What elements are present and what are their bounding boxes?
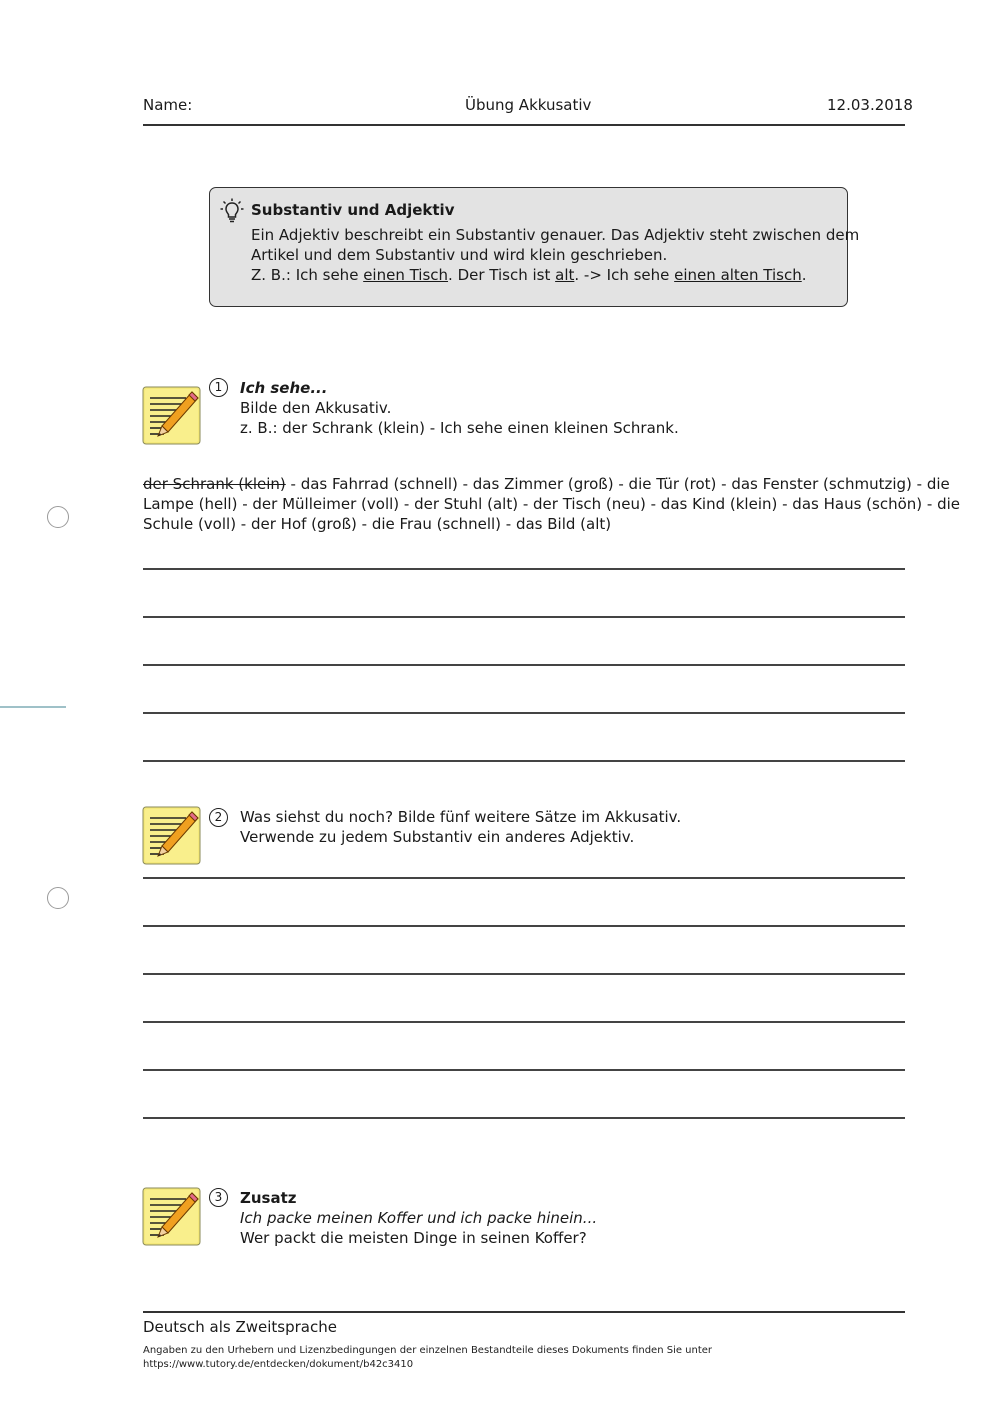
task3-title: Zusatz xyxy=(240,1189,297,1207)
task-number-badge: 2 xyxy=(209,808,228,827)
license-note: Angaben zu den Urhebern und Lizenzbedingungen der einzelnen Bestandteile dieses Dokuments finden Sie unter xyxy=(143,1345,713,1356)
info-box-example xyxy=(251,265,807,285)
example-text: Z. B.: Ich sehe xyxy=(251,266,364,284)
lightbulb-icon xyxy=(220,198,244,224)
footer-title: Deutsch als Zweitsprache xyxy=(143,1318,337,1336)
word-list-text: - das Fahrrad (schnell) - das Zimmer (groß) - die Tür (rot) - das Fenster (schmutzig) - die xyxy=(285,475,950,493)
task-number-badge: 3 xyxy=(209,1188,228,1207)
writing-line[interactable] xyxy=(143,1021,905,1023)
punch-hole-mark xyxy=(47,506,69,528)
example-text: . xyxy=(801,266,807,284)
info-box-text-line-2: Artikel und dem Substantiv und wird klein geschrieben. xyxy=(251,246,668,264)
word-list-line-3: Schule (voll) - der Hof (groß) - die Frau (schnell) - das Bild (alt) xyxy=(143,515,612,533)
example-text: . -> Ich sehe xyxy=(574,266,675,284)
writing-line[interactable] xyxy=(143,1069,905,1071)
example-text: . Der Tisch ist xyxy=(448,266,556,284)
example-underlined: einen Tisch xyxy=(363,266,449,284)
info-box-text-line-1: Ein Adjektiv beschreibt ein Substantiv genauer. Das Adjektiv steht zwischen dem xyxy=(251,226,860,244)
notepad-pencil-icon xyxy=(142,806,202,866)
writing-line[interactable] xyxy=(143,1117,905,1119)
writing-line[interactable] xyxy=(143,712,905,714)
task2-instruction-line-2: Verwende zu jedem Substantiv ein anderes Adjektiv. xyxy=(240,828,635,846)
word-list-line-1 xyxy=(143,474,950,494)
writing-line[interactable] xyxy=(143,925,905,927)
task1-title: Ich sehe... xyxy=(240,379,328,397)
footer-divider xyxy=(143,1311,905,1313)
task1-example: z. B.: der Schrank (klein) - Ich sehe einen kleinen Schrank. xyxy=(240,419,679,437)
notepad-pencil-icon xyxy=(142,1187,202,1247)
task2-instruction-line-1: Was siehst du noch? Bilde fünf weitere Sätze im Akkusativ. xyxy=(240,808,682,826)
license-link[interactable]: https://www.tutory.de/entdecken/dokument/b42c3410 xyxy=(143,1359,414,1370)
info-box xyxy=(209,187,860,307)
header-divider xyxy=(143,124,905,126)
task3-question: Wer packt die meisten Dinge in seinen Koffer? xyxy=(240,1229,587,1247)
task1-instruction: Bilde den Akkusativ. xyxy=(240,399,392,417)
writing-line[interactable] xyxy=(143,568,905,570)
name-label: Name: xyxy=(143,96,193,114)
writing-line[interactable] xyxy=(143,877,905,879)
task-number-badge: 1 xyxy=(209,378,228,397)
writing-line[interactable] xyxy=(143,616,905,618)
example-underlined: alt xyxy=(555,266,575,284)
example-underlined: einen alten Tisch xyxy=(674,266,802,284)
word-list-line-2: Lampe (hell) - der Mülleimer (voll) - der Stuhl (alt) - der Tisch (neu) - das Kind (klein) - das Haus (schön) - die xyxy=(143,495,960,513)
writing-line[interactable] xyxy=(143,664,905,666)
notepad-pencil-icon xyxy=(142,386,202,446)
writing-line[interactable] xyxy=(143,973,905,975)
punch-hole-mark xyxy=(47,887,69,909)
writing-line[interactable] xyxy=(143,760,905,762)
page-title: Übung Akkusativ xyxy=(465,96,592,114)
info-box-title: Substantiv und Adjektiv xyxy=(251,201,455,219)
date: 12.03.2018 xyxy=(827,96,913,114)
fold-mark xyxy=(0,706,66,708)
word-list-struck-example: der Schrank (klein) xyxy=(143,475,286,493)
task3-prompt: Ich packe meinen Koffer und ich packe hinein... xyxy=(240,1209,598,1227)
